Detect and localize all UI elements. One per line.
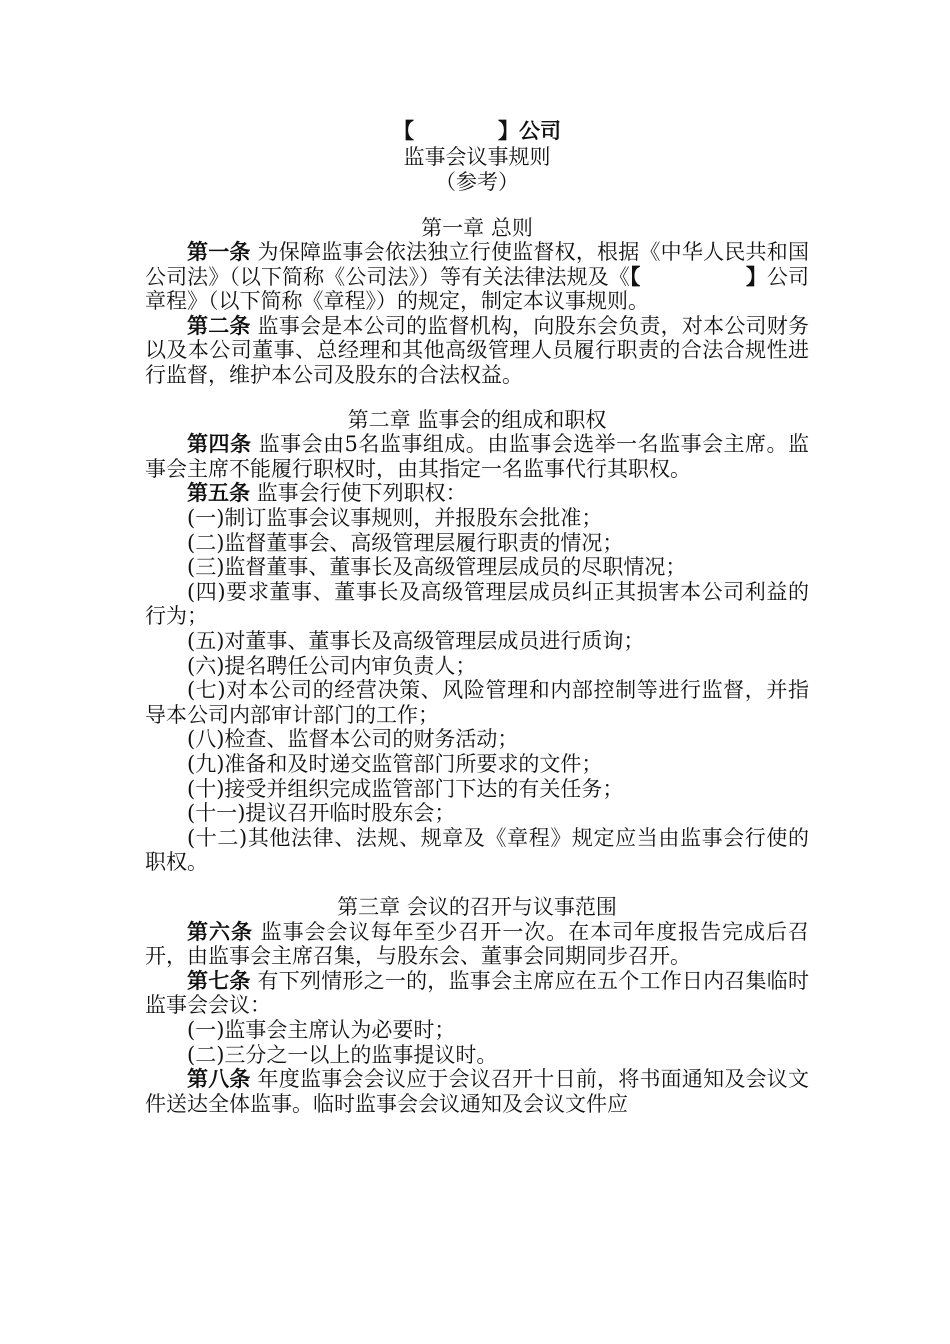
article-5-item: (十二)其他法律、法规、规章及《章程》规定应当由监事会行使的职权。 — [145, 825, 809, 875]
article-2-label: 第二条 — [187, 312, 251, 338]
article-5-item: (一)制订监事会议事规则，并报股东会批准； — [187, 506, 603, 531]
chapter-3-heading: 第三章 会议的召开与议事范围 — [337, 894, 617, 919]
document-page — [145, 118, 809, 1116]
article-5-item: (十)接受并组织完成监管部门下达的有关任务； — [187, 776, 624, 801]
article-4-label: 第四条 — [187, 431, 252, 457]
spacer — [145, 875, 809, 893]
article-8-label: 第八条 — [187, 1066, 251, 1092]
article-5-item: (七)对本公司的经营决策、风险管理和内部控制等进行监督，并指导本公司内部审计部门的工作； — [145, 678, 809, 727]
article-7-item: (二)三分之一以上的监事提议时。 — [187, 1042, 498, 1067]
article-1-label: 第一条 — [187, 239, 251, 265]
article-1-text-b: 公司章程》（以下简称《章程》）的规定，制定本议事规则。 — [145, 264, 809, 314]
article-7-text: 有下列情形之一的，监事会主席应在五个工作日内召集临时监事会会议： — [145, 968, 809, 1018]
article-5-item: (二)监督董事会、高级管理层履行职责的情况； — [187, 530, 624, 555]
article-5-item: (四)要求董事、董事长及高级管理层成员纠正其损害本公司利益的行为； — [145, 579, 809, 629]
document-title: 监事会议事规则 — [403, 144, 551, 169]
article-5-item: (五)对董事、董事长及高级管理层成员进行质询； — [187, 629, 645, 653]
company-name-blank — [414, 119, 498, 143]
article-5-item: (八)检查、监督本公司的财务活动； — [187, 727, 519, 752]
article-7-item: (一)监事会主席认为必要时； — [187, 1017, 456, 1042]
article-7 — [145, 969, 809, 1018]
article-2 — [145, 314, 809, 388]
article-5-label: 第五条 — [187, 480, 250, 506]
company-bracket-left: 【 — [393, 118, 414, 143]
spacer — [145, 196, 809, 214]
spacer — [145, 388, 809, 406]
article-5 — [145, 481, 809, 506]
article-4-text: 监事会由5名监事组成。由监事会选举一名监事会主席。监事会主席不能履行职权时，由其指定一名监事代行其职权。 — [145, 432, 809, 481]
article-5-item: (十一)提议召开临时股东会； — [187, 801, 456, 826]
article-1-blank — [640, 265, 745, 289]
article-6-text: 监事会会议每年至少召开一次。在本司年度报告完成后召开，由监事会主席召集，与股东会、董事会同期同步召开。 — [145, 919, 809, 969]
company-name-line — [145, 118, 809, 145]
article-2-text: 监事会是本公司的监督机构，向股东会负责，对本公司财务以及本公司董事、总经理和其他高级管理人员履行职责的合法合规性进行监督，维护本公司及股东的合法权益。 — [145, 313, 809, 388]
chapter-2-heading: 第二章 监事会的组成和职权 — [347, 407, 607, 432]
article-5-item: (九)准备和及时递交监管部门所要求的文件； — [187, 751, 603, 776]
article-1 — [145, 240, 809, 314]
article-1-bracket-left: 【 — [629, 263, 641, 289]
article-1-bracket-right: 】 — [745, 263, 767, 289]
document-subtitle: （参考） — [435, 170, 519, 194]
article-4 — [145, 432, 809, 481]
company-bracket-right: 】公司 — [498, 118, 561, 143]
article-8 — [145, 1067, 809, 1116]
article-6 — [145, 920, 809, 969]
chapter-1-heading: 第一章 总则 — [421, 215, 533, 240]
article-1-text-a: 为保障监事会依法独立行使监督权，根据《中华人民共和国公司法》（以下简称《公司法》）等有关法律法规及《 — [145, 240, 809, 289]
article-8-text: 年度监事会会议应于会议召开十日前，将书面通知及会议文件送达全体监事。临时监事会会议通知及会议文件应 — [145, 1067, 809, 1116]
article-5-text: 监事会行使下列职权： — [250, 481, 467, 506]
article-6-label: 第六条 — [187, 918, 253, 944]
article-5-item: (三)监督董事、董事长及高级管理层成员的尽职情况； — [187, 555, 687, 580]
article-7-label: 第七条 — [187, 967, 251, 993]
article-5-item: (六)提名聘任公司内审负责人； — [187, 653, 477, 678]
